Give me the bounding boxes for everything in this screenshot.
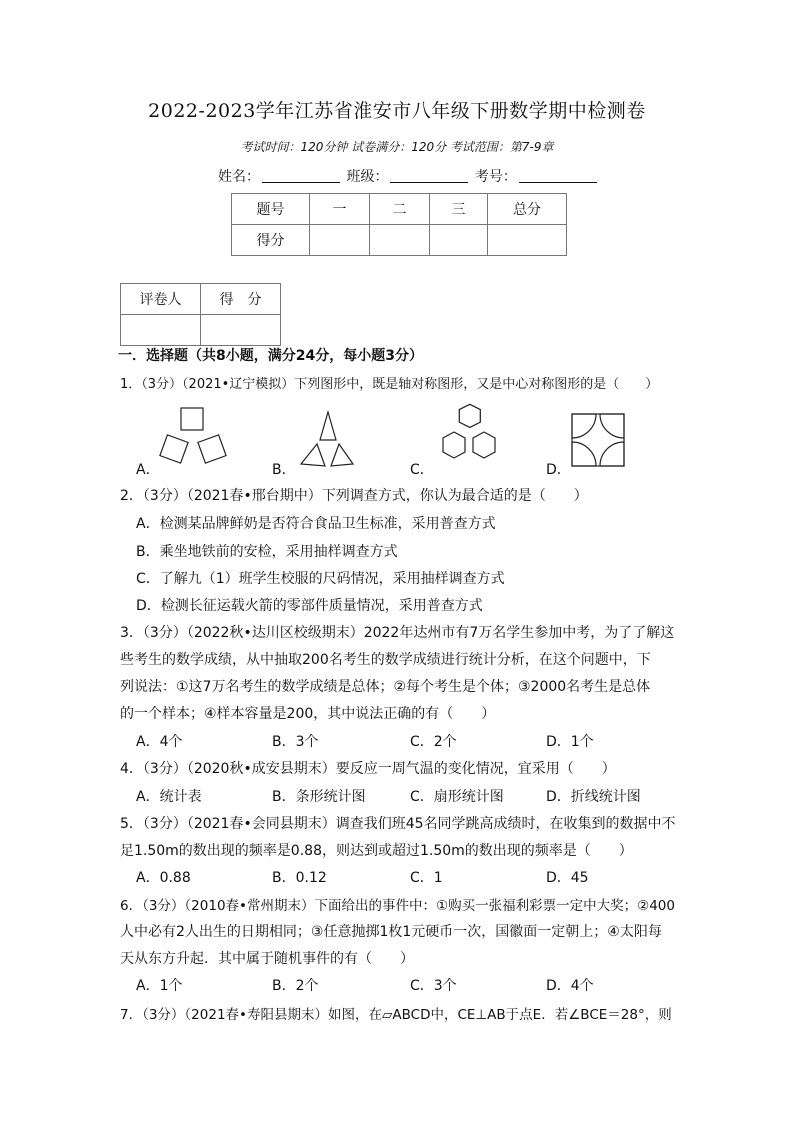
- score-header-cell: 一: [310, 194, 370, 225]
- q2-option-d[interactable]: D．检测长征运载火箭的零部件质量情况，采用普查方式: [136, 598, 483, 614]
- q6-option-b[interactable]: B．2个: [272, 978, 319, 994]
- question-4-line: 4．（3分）（2020秋•成安县期末）要反应一周气温的变化情况，宜采用（ ）: [120, 761, 616, 777]
- score-cell[interactable]: [370, 225, 430, 256]
- grader-table: [120, 283, 281, 346]
- q3-option-c[interactable]: C．2个: [410, 734, 457, 750]
- option-d-square-arcs-figure: [570, 412, 630, 470]
- grader-input-row: [121, 315, 281, 346]
- option-c-hexagons-figure: [432, 400, 512, 470]
- q5-option-b[interactable]: B．0.12: [272, 870, 327, 886]
- q4-option-b[interactable]: B．条形统计图: [272, 789, 366, 805]
- option-b-triangles-figure: [295, 404, 375, 470]
- score-cell[interactable]: [430, 225, 488, 256]
- score-row-label: 得分: [232, 225, 310, 256]
- q1-option-b[interactable]: B．: [272, 462, 296, 478]
- score-table-header-row: [232, 194, 567, 225]
- grader-score-cell[interactable]: [201, 315, 281, 346]
- question-3-line: 的一个样本；④样本容量是200，其中说法正确的有（ ）: [120, 706, 496, 722]
- name-label: 姓名：: [218, 169, 260, 185]
- score-cell[interactable]: [488, 225, 567, 256]
- option-a-squares-figure: [155, 404, 235, 470]
- q4-option-a[interactable]: A．统计表: [136, 789, 202, 805]
- question-6-line: 天从东方升起．其中属于随机事件的有（ ）: [120, 951, 414, 967]
- q4-option-d[interactable]: D．折线统计图: [546, 789, 641, 805]
- score-header-cell: 二: [370, 194, 430, 225]
- q3-option-a[interactable]: A．4个: [136, 734, 183, 750]
- section-title: 一．选择题（共8小题，满分24分，每小题3分）: [118, 348, 423, 364]
- student-info-row: [218, 166, 599, 186]
- q6-option-c[interactable]: C．3个: [410, 978, 457, 994]
- q3-option-d[interactable]: D．1个: [546, 734, 594, 750]
- question-2-line: 2．（3分）（2021春•邢台期中）下列调查方式，你认为最合适的是（ ）: [120, 488, 588, 504]
- question-5-line: 5．（3分）（2021春•会同县期末）调查我们班45名同学跳高成绩时，在收集到的数据中不: [120, 816, 676, 832]
- exam-subtitle: 考试时间：120分钟 试卷满分：120分 考试范围：第7-9章: [240, 140, 554, 154]
- number-label: 考号：: [474, 169, 517, 185]
- q2-option-b[interactable]: B．乘坐地铁前的安检，采用抽样调查方式: [136, 544, 398, 560]
- q3-option-b[interactable]: B．3个: [272, 734, 319, 750]
- name-blank[interactable]: [262, 168, 340, 183]
- q5-option-c[interactable]: C．1: [410, 870, 443, 886]
- q1-option-a[interactable]: A．: [136, 462, 160, 478]
- score-cell[interactable]: [310, 225, 370, 256]
- q1-option-c[interactable]: C．: [410, 462, 434, 478]
- grader-label: 评卷人: [121, 284, 201, 315]
- question-1-line: 1．（3分）（2021•辽宁模拟）下列图形中，既是轴对称图形，又是中心对称图形的是（ ）: [120, 377, 659, 392]
- question-5-line: 足1.50m的数出现的频率是0.88，则达到或超过1.50m的数出现的频率是（ ）: [120, 843, 633, 859]
- class-label: 班级：: [346, 169, 389, 185]
- q4-option-c[interactable]: C．扇形统计图: [410, 789, 504, 805]
- question-3-line: 列说法：①这7万名考生的数学成绩是总体；②每个考生是个体；③2000名考生是总体: [120, 679, 651, 695]
- question-6-line: 人中必有2人出生的日期相同；③任意抛掷1枚1元硬币一次，国徽面一定朝上；④太阳每: [120, 924, 662, 940]
- q5-option-d[interactable]: D．45: [546, 870, 589, 886]
- class-blank[interactable]: [390, 168, 468, 183]
- q1-option-d[interactable]: D．: [546, 462, 571, 478]
- question-7-line: 7．（3分）（2021春•寿阳县期末）如图，在▱ABCD中，CE⊥AB于点E．若∠BCE＝28°，则: [120, 1007, 672, 1023]
- score-table-score-row: [232, 225, 567, 256]
- score-header-cell: 总分: [488, 194, 567, 225]
- number-blank[interactable]: [519, 168, 597, 183]
- q2-option-c[interactable]: C．了解九（1）班学生校服的尺码情况，采用抽样调查方式: [136, 571, 505, 587]
- question-6-line: 6．（3分）（2010春•常州期末）下面给出的事件中：①购买一张福利彩票一定中大奖；②400: [120, 898, 675, 914]
- q5-option-a[interactable]: A．0.88: [136, 870, 191, 886]
- grader-score-label: 得 分: [201, 284, 281, 315]
- score-table: [231, 193, 567, 256]
- grader-cell[interactable]: [121, 315, 201, 346]
- grader-header-row: [121, 284, 281, 315]
- q2-option-a[interactable]: A．检测某品牌鲜奶是否符合食品卫生标准，采用普查方式: [136, 516, 496, 532]
- question-3-line: 3．（3分）（2022秋•达川区校级期末）2022年达州市有7万名学生参加中考，为了了解这: [120, 625, 675, 641]
- question-3-line: 些考生的数学成绩，从中抽取200名考生的数学成绩进行统计分析，在这个问题中，下: [120, 652, 651, 668]
- score-header-cell: 题号: [232, 194, 310, 225]
- q6-option-d[interactable]: D．4个: [546, 978, 594, 994]
- score-header-cell: 三: [430, 194, 488, 225]
- exam-title: 2022-2023学年江苏省淮安市八年级下册数学期中检测卷: [148, 100, 646, 122]
- q6-option-a[interactable]: A．1个: [136, 978, 183, 994]
